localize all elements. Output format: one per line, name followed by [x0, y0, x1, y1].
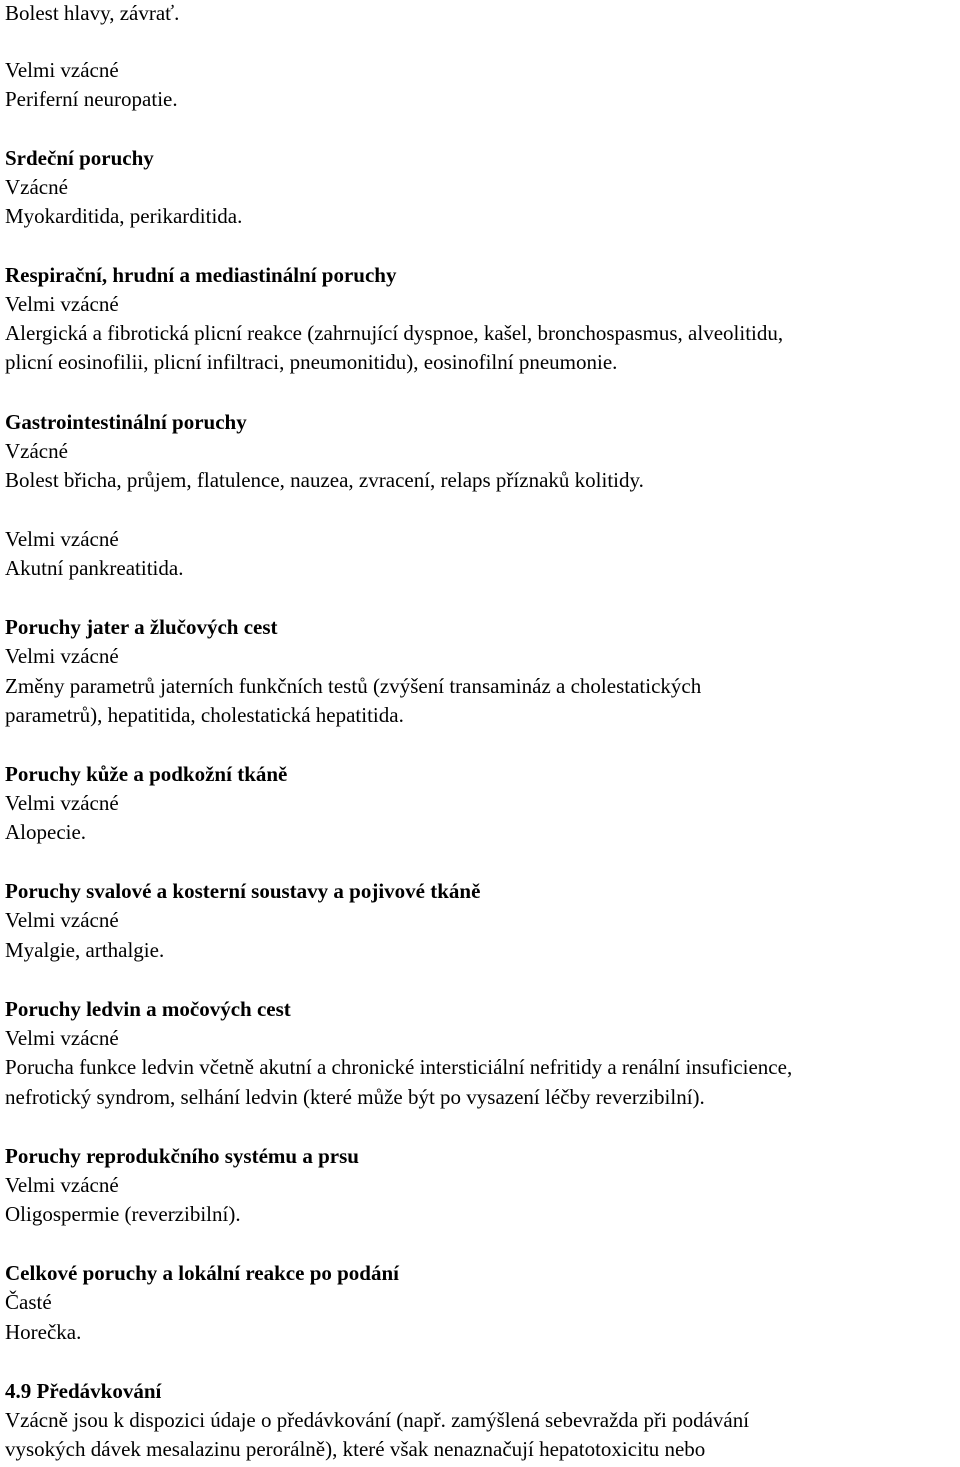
text-line: Bolest hlavy, závrať.: [5, 1, 180, 25]
text-line: Změny parametrů jaterních funkčních testů (zvýšení transamináz a cholestatických: [5, 674, 702, 698]
section-heading: Poruchy svalové a kosterní soustavy a pojivové tkáně: [5, 879, 481, 903]
text-line: Alergická a fibrotická plicní reakce (zahrnující dyspnoe, kašel, bronchospasmus, alveolitidu,: [5, 321, 784, 345]
frequency-label: Velmi vzácné: [5, 58, 119, 82]
text-line: Myalgie, arthalgie.: [5, 938, 165, 962]
section-heading: Poruchy reprodukčního systému a prsu: [5, 1144, 359, 1168]
frequency-label: Velmi vzácné: [5, 908, 119, 932]
frequency-label: Vzácné: [5, 175, 68, 199]
text-line: vysokých dávek mesalazinu perorálně), které však nenaznačují hepatotoxicitu nebo: [5, 1437, 706, 1461]
text-line: Vzácně jsou k dispozici údaje o předávkování (např. zamýšlená sebevražda při podávání: [5, 1408, 750, 1432]
text-line: nefrotický syndrom, selhání ledvin (které může být po vysazení léčby reverzibilní).: [5, 1085, 705, 1109]
text-line: Myokarditida, perikarditida.: [5, 204, 243, 228]
text-line: Periferní neuropatie.: [5, 87, 178, 111]
section-heading: Gastrointestinální poruchy: [5, 410, 247, 434]
section-heading: Celkové poruchy a lokální reakce po podání: [5, 1261, 399, 1285]
section-heading: Poruchy jater a žlučových cest: [5, 615, 278, 639]
frequency-label: Velmi vzácné: [5, 644, 119, 668]
text-line: Bolest břicha, průjem, flatulence, nauzea, zvracení, relaps příznaků kolitidy.: [5, 468, 644, 492]
text-line: Alopecie.: [5, 820, 87, 844]
frequency-label: Velmi vzácné: [5, 292, 119, 316]
text-line: Akutní pankreatitida.: [5, 556, 184, 580]
frequency-label: Časté: [5, 1290, 52, 1314]
text-line: parametrů), hepatitida, cholestatická hepatitida.: [5, 703, 404, 727]
section-heading: Poruchy kůže a podkožní tkáně: [5, 762, 288, 786]
text-line: Horečka.: [5, 1320, 82, 1344]
section-heading: Respirační, hrudní a mediastinální poruchy: [5, 263, 397, 287]
frequency-label: Velmi vzácné: [5, 791, 119, 815]
section-heading: Srdeční poruchy: [5, 146, 154, 170]
frequency-label: Velmi vzácné: [5, 1026, 119, 1050]
section-heading: Poruchy ledvin a močových cest: [5, 997, 291, 1021]
frequency-label: Vzácné: [5, 439, 68, 463]
section-heading: 4.9 Předávkování: [5, 1379, 162, 1403]
frequency-label: Velmi vzácné: [5, 527, 119, 551]
text-line: Oligospermie (reverzibilní).: [5, 1202, 241, 1226]
text-line: Porucha funkce ledvin včetně akutní a chronické intersticiální nefritidy a renální insuficience,: [5, 1055, 793, 1079]
text-line: plicní eosinofilii, plicní infiltraci, pneumonitidu), eosinofilní pneumonie.: [5, 350, 618, 374]
frequency-label: Velmi vzácné: [5, 1173, 119, 1197]
